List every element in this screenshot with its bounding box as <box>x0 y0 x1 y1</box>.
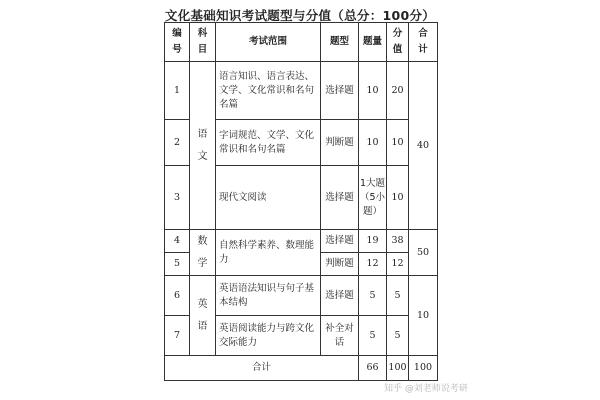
row-number: 7 <box>165 316 190 356</box>
row-count: 5 <box>359 276 387 316</box>
row-number: 2 <box>165 120 190 166</box>
header-scope: 考试范围 <box>216 23 321 62</box>
exam-score-table <box>164 22 438 381</box>
row-count: 19 <box>359 230 387 253</box>
row-count: 12 <box>359 253 387 276</box>
table-row <box>165 62 438 120</box>
row-number: 4 <box>165 230 190 253</box>
header-score: 分 值 <box>387 23 409 62</box>
header-subject: 科 目 <box>190 23 216 62</box>
page-title: 文化基础知识考试题型与分值（总分：100分） <box>164 8 436 23</box>
row-number: 5 <box>165 253 190 276</box>
header-total: 合 计 <box>409 23 438 62</box>
row-score: 20 <box>387 62 409 120</box>
row-type: 选择题 <box>321 166 359 230</box>
row-scope: 自然科学素养、数理能力 <box>216 230 321 276</box>
header-count: 题量 <box>359 23 387 62</box>
group-total-chinese: 40 <box>409 62 438 230</box>
header-row <box>165 23 438 62</box>
row-score: 12 <box>387 253 409 276</box>
total-score: 100 <box>387 356 409 381</box>
total-row <box>165 356 438 381</box>
row-count: 10 <box>359 120 387 166</box>
row-type: 选择题 <box>321 62 359 120</box>
row-type: 补全对 话 <box>321 316 359 356</box>
total-count: 66 <box>359 356 387 381</box>
row-score: 10 <box>387 166 409 230</box>
subject-english: 英 语 <box>190 276 216 356</box>
row-type: 选择题 <box>321 230 359 253</box>
row-scope: 英语语法知识与句子基本结构 <box>216 276 321 316</box>
row-count: 10 <box>359 62 387 120</box>
row-type: 选择题 <box>321 276 359 316</box>
row-type: 判断题 <box>321 120 359 166</box>
row-scope: 英语阅读能力与跨文化交际能力 <box>216 316 321 356</box>
table-row <box>165 230 438 253</box>
row-scope: 字词规范、文学、文化常识和名句名篇 <box>216 120 321 166</box>
subject-chinese: 语 文 <box>190 62 216 230</box>
row-score: 38 <box>387 230 409 253</box>
grand-total: 100 <box>409 356 438 381</box>
watermark: 知乎 @刘老师说考研 <box>384 384 468 394</box>
subject-math: 数 学 <box>190 230 216 276</box>
table-row <box>165 276 438 316</box>
row-score: 5 <box>387 316 409 356</box>
header-type: 题型 <box>321 23 359 62</box>
row-score: 10 <box>387 120 409 166</box>
row-count: 5 <box>359 316 387 356</box>
header-number: 编 号 <box>165 23 190 62</box>
row-number: 3 <box>165 166 190 230</box>
row-scope: 现代文阅读 <box>216 166 321 230</box>
row-count: 1大题 （5小 题） <box>359 166 387 230</box>
group-total-english: 10 <box>409 276 438 356</box>
row-score: 5 <box>387 276 409 316</box>
group-total-math: 50 <box>409 230 438 276</box>
row-number: 6 <box>165 276 190 316</box>
total-label: 合计 <box>165 356 359 381</box>
row-scope: 语言知识、语言表达、文学、文化常识和名句名篇 <box>216 62 321 120</box>
row-number: 1 <box>165 62 190 120</box>
row-type: 判断题 <box>321 253 359 276</box>
